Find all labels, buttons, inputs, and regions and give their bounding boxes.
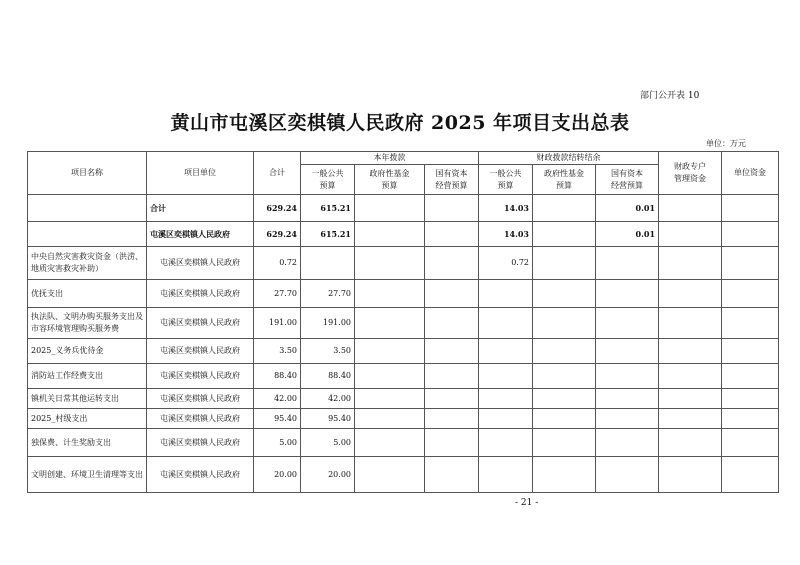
table-row — [28, 222, 779, 247]
form-number: 部门公开表 10 — [640, 91, 700, 101]
co-state-capital-cell: 0.01 — [596, 195, 659, 222]
project-name-cell: 2025_义务兵优待金 — [28, 339, 147, 364]
total-cell: 5.00 — [254, 429, 301, 457]
project-name-cell: 优抚支出 — [28, 280, 147, 308]
co-gov-fund-cell — [533, 429, 596, 457]
table-row — [28, 364, 779, 389]
col-project-name: 项目名称 — [28, 152, 147, 195]
cy-gov-fund-cell — [355, 389, 425, 409]
cy-general-cell: 5.00 — [301, 429, 355, 457]
cy-state-capital-cell — [425, 247, 479, 280]
page-title: 黄山市屯溪区奕棋镇人民政府 2025 年项目支出总表 — [170, 112, 630, 134]
special-account-cell — [659, 195, 722, 222]
project-unit-cell: 屯溪区奕棋镇人民政府 — [147, 409, 254, 429]
col-cy-general: 一般公共 预算 — [301, 165, 355, 195]
cy-gov-fund-cell — [355, 457, 425, 493]
col-unit-fund: 单位资金 — [722, 152, 779, 195]
cy-general-cell: 88.40 — [301, 364, 355, 389]
unit-fund-cell — [722, 308, 779, 339]
cy-state-capital-cell — [425, 308, 479, 339]
co-state-capital-cell — [596, 308, 659, 339]
project-name-cell: 独保费、计生奖励支出 — [28, 429, 147, 457]
co-gov-fund-cell — [533, 308, 596, 339]
unit-fund-cell — [722, 247, 779, 280]
unit-fund-cell — [722, 195, 779, 222]
co-state-capital-cell — [596, 364, 659, 389]
unit-fund-cell — [722, 429, 779, 457]
co-gov-fund-cell — [533, 339, 596, 364]
total-cell: 191.00 — [254, 308, 301, 339]
unit-label: 单位：万元 — [706, 139, 746, 148]
col-group-current-year: 本年拨款 — [301, 152, 479, 165]
cy-gov-fund-cell — [355, 364, 425, 389]
col-cy-state-capital: 国有资本 经营预算 — [425, 165, 479, 195]
project-name-cell — [28, 222, 147, 247]
co-gov-fund-cell — [533, 247, 596, 280]
table-row — [28, 195, 779, 222]
co-general-cell: 14.03 — [479, 195, 533, 222]
cy-state-capital-cell — [425, 429, 479, 457]
project-unit-cell: 合计 — [147, 195, 254, 222]
cy-state-capital-cell — [425, 457, 479, 493]
unit-fund-cell — [722, 389, 779, 409]
cy-general-cell: 20.00 — [301, 457, 355, 493]
special-account-cell — [659, 247, 722, 280]
special-account-cell — [659, 409, 722, 429]
co-general-cell — [479, 389, 533, 409]
co-general-cell — [479, 364, 533, 389]
cy-general-cell: 615.21 — [301, 222, 355, 247]
special-account-cell — [659, 280, 722, 308]
project-unit-cell: 屯溪区奕棋镇人民政府 — [147, 457, 254, 493]
cy-state-capital-cell — [425, 222, 479, 247]
total-cell: 629.24 — [254, 222, 301, 247]
project-unit-cell: 屯溪区奕棋镇人民政府 — [147, 308, 254, 339]
project-name-cell: 中央自然灾害救灾资金（洪涝、地质灾害救灾补助） — [28, 247, 147, 280]
total-cell: 3.50 — [254, 339, 301, 364]
project-name-cell: 文明创建、环境卫生清理等支出 — [28, 457, 147, 493]
total-cell: 0.72 — [254, 247, 301, 280]
co-general-cell — [479, 429, 533, 457]
co-general-cell — [479, 409, 533, 429]
project-unit-cell: 屯溪区奕棋镇人民政府 — [147, 364, 254, 389]
cy-gov-fund-cell — [355, 308, 425, 339]
co-general-cell — [479, 339, 533, 364]
co-general-cell: 14.03 — [479, 222, 533, 247]
unit-fund-cell — [722, 457, 779, 493]
cy-state-capital-cell — [425, 364, 479, 389]
project-name-cell — [28, 195, 147, 222]
cy-state-capital-cell — [425, 280, 479, 308]
cy-general-cell: 95.40 — [301, 409, 355, 429]
co-gov-fund-cell — [533, 457, 596, 493]
cy-gov-fund-cell — [355, 409, 425, 429]
co-state-capital-cell — [596, 247, 659, 280]
table-row — [28, 389, 779, 409]
special-account-cell — [659, 364, 722, 389]
col-group-carryover: 财政拨款结转结余 — [479, 152, 659, 165]
unit-fund-cell — [722, 364, 779, 389]
special-account-cell — [659, 339, 722, 364]
col-cy-gov-fund: 政府性基金 预算 — [355, 165, 425, 195]
special-account-cell — [659, 308, 722, 339]
table-row — [28, 429, 779, 457]
co-gov-fund-cell — [533, 364, 596, 389]
co-general-cell: 0.72 — [479, 247, 533, 280]
co-state-capital-cell — [596, 280, 659, 308]
total-cell: 629.24 — [254, 195, 301, 222]
col-co-state-capital: 国有资本 经营预算 — [596, 165, 659, 195]
cy-state-capital-cell — [425, 195, 479, 222]
co-state-capital-cell — [596, 429, 659, 457]
cy-general-cell: 615.21 — [301, 195, 355, 222]
table-row — [28, 457, 779, 493]
col-special-account: 财政专户 管理资金 — [659, 152, 722, 195]
cy-general-cell: 191.00 — [301, 308, 355, 339]
co-state-capital-cell — [596, 409, 659, 429]
cy-gov-fund-cell — [355, 339, 425, 364]
cy-gov-fund-cell — [355, 280, 425, 308]
cy-state-capital-cell — [425, 409, 479, 429]
co-state-capital-cell — [596, 457, 659, 493]
unit-fund-cell — [722, 409, 779, 429]
cy-gov-fund-cell — [355, 195, 425, 222]
col-co-gov-fund: 政府性基金 预算 — [533, 165, 596, 195]
cy-general-cell: 42.00 — [301, 389, 355, 409]
unit-fund-cell — [722, 280, 779, 308]
project-unit-cell: 屯溪区奕棋镇人民政府 — [147, 280, 254, 308]
special-account-cell — [659, 457, 722, 493]
co-gov-fund-cell — [533, 280, 596, 308]
special-account-cell — [659, 222, 722, 247]
total-cell: 88.40 — [254, 364, 301, 389]
cy-state-capital-cell — [425, 389, 479, 409]
cy-gov-fund-cell — [355, 247, 425, 280]
project-name-cell: 执法队、文明办购买服务支出及市容环境管理购买服务费 — [28, 308, 147, 339]
project-unit-cell: 屯溪区奕棋镇人民政府 — [147, 389, 254, 409]
co-state-capital-cell — [596, 339, 659, 364]
cy-general-cell — [301, 247, 355, 280]
special-account-cell — [659, 389, 722, 409]
page-number: - 21 - — [515, 498, 539, 508]
cy-gov-fund-cell — [355, 429, 425, 457]
cy-general-cell: 27.70 — [301, 280, 355, 308]
co-general-cell — [479, 308, 533, 339]
project-name-cell: 镇机关日常其他运转支出 — [28, 389, 147, 409]
col-total: 合计 — [254, 152, 301, 195]
table-row — [28, 409, 779, 429]
total-cell: 27.70 — [254, 280, 301, 308]
project-name-cell: 消防站工作经费支出 — [28, 364, 147, 389]
table-row — [28, 339, 779, 364]
co-gov-fund-cell — [533, 222, 596, 247]
cy-gov-fund-cell — [355, 222, 425, 247]
unit-fund-cell — [722, 339, 779, 364]
co-state-capital-cell: 0.01 — [596, 222, 659, 247]
project-unit-cell: 屯溪区奕棋镇人民政府 — [147, 429, 254, 457]
project-expenditure-table — [27, 151, 779, 493]
project-name-cell: 2025_村级支出 — [28, 409, 147, 429]
unit-fund-cell — [722, 222, 779, 247]
co-general-cell — [479, 457, 533, 493]
co-general-cell — [479, 280, 533, 308]
special-account-cell — [659, 429, 722, 457]
co-state-capital-cell — [596, 389, 659, 409]
project-unit-cell: 屯溪区奕棋镇人民政府 — [147, 247, 254, 280]
table-row — [28, 280, 779, 308]
project-unit-cell: 屯溪区奕棋镇人民政府 — [147, 339, 254, 364]
cy-general-cell: 3.50 — [301, 339, 355, 364]
col-project-unit: 项目单位 — [147, 152, 254, 195]
co-gov-fund-cell — [533, 409, 596, 429]
cy-state-capital-cell — [425, 339, 479, 364]
table-row — [28, 247, 779, 280]
table-row — [28, 308, 779, 339]
co-gov-fund-cell — [533, 195, 596, 222]
total-cell: 95.40 — [254, 409, 301, 429]
total-cell: 20.00 — [254, 457, 301, 493]
total-cell: 42.00 — [254, 389, 301, 409]
project-unit-cell: 屯溪区奕棋镇人民政府 — [147, 222, 254, 247]
co-gov-fund-cell — [533, 389, 596, 409]
col-co-general: 一般公共 预算 — [479, 165, 533, 195]
